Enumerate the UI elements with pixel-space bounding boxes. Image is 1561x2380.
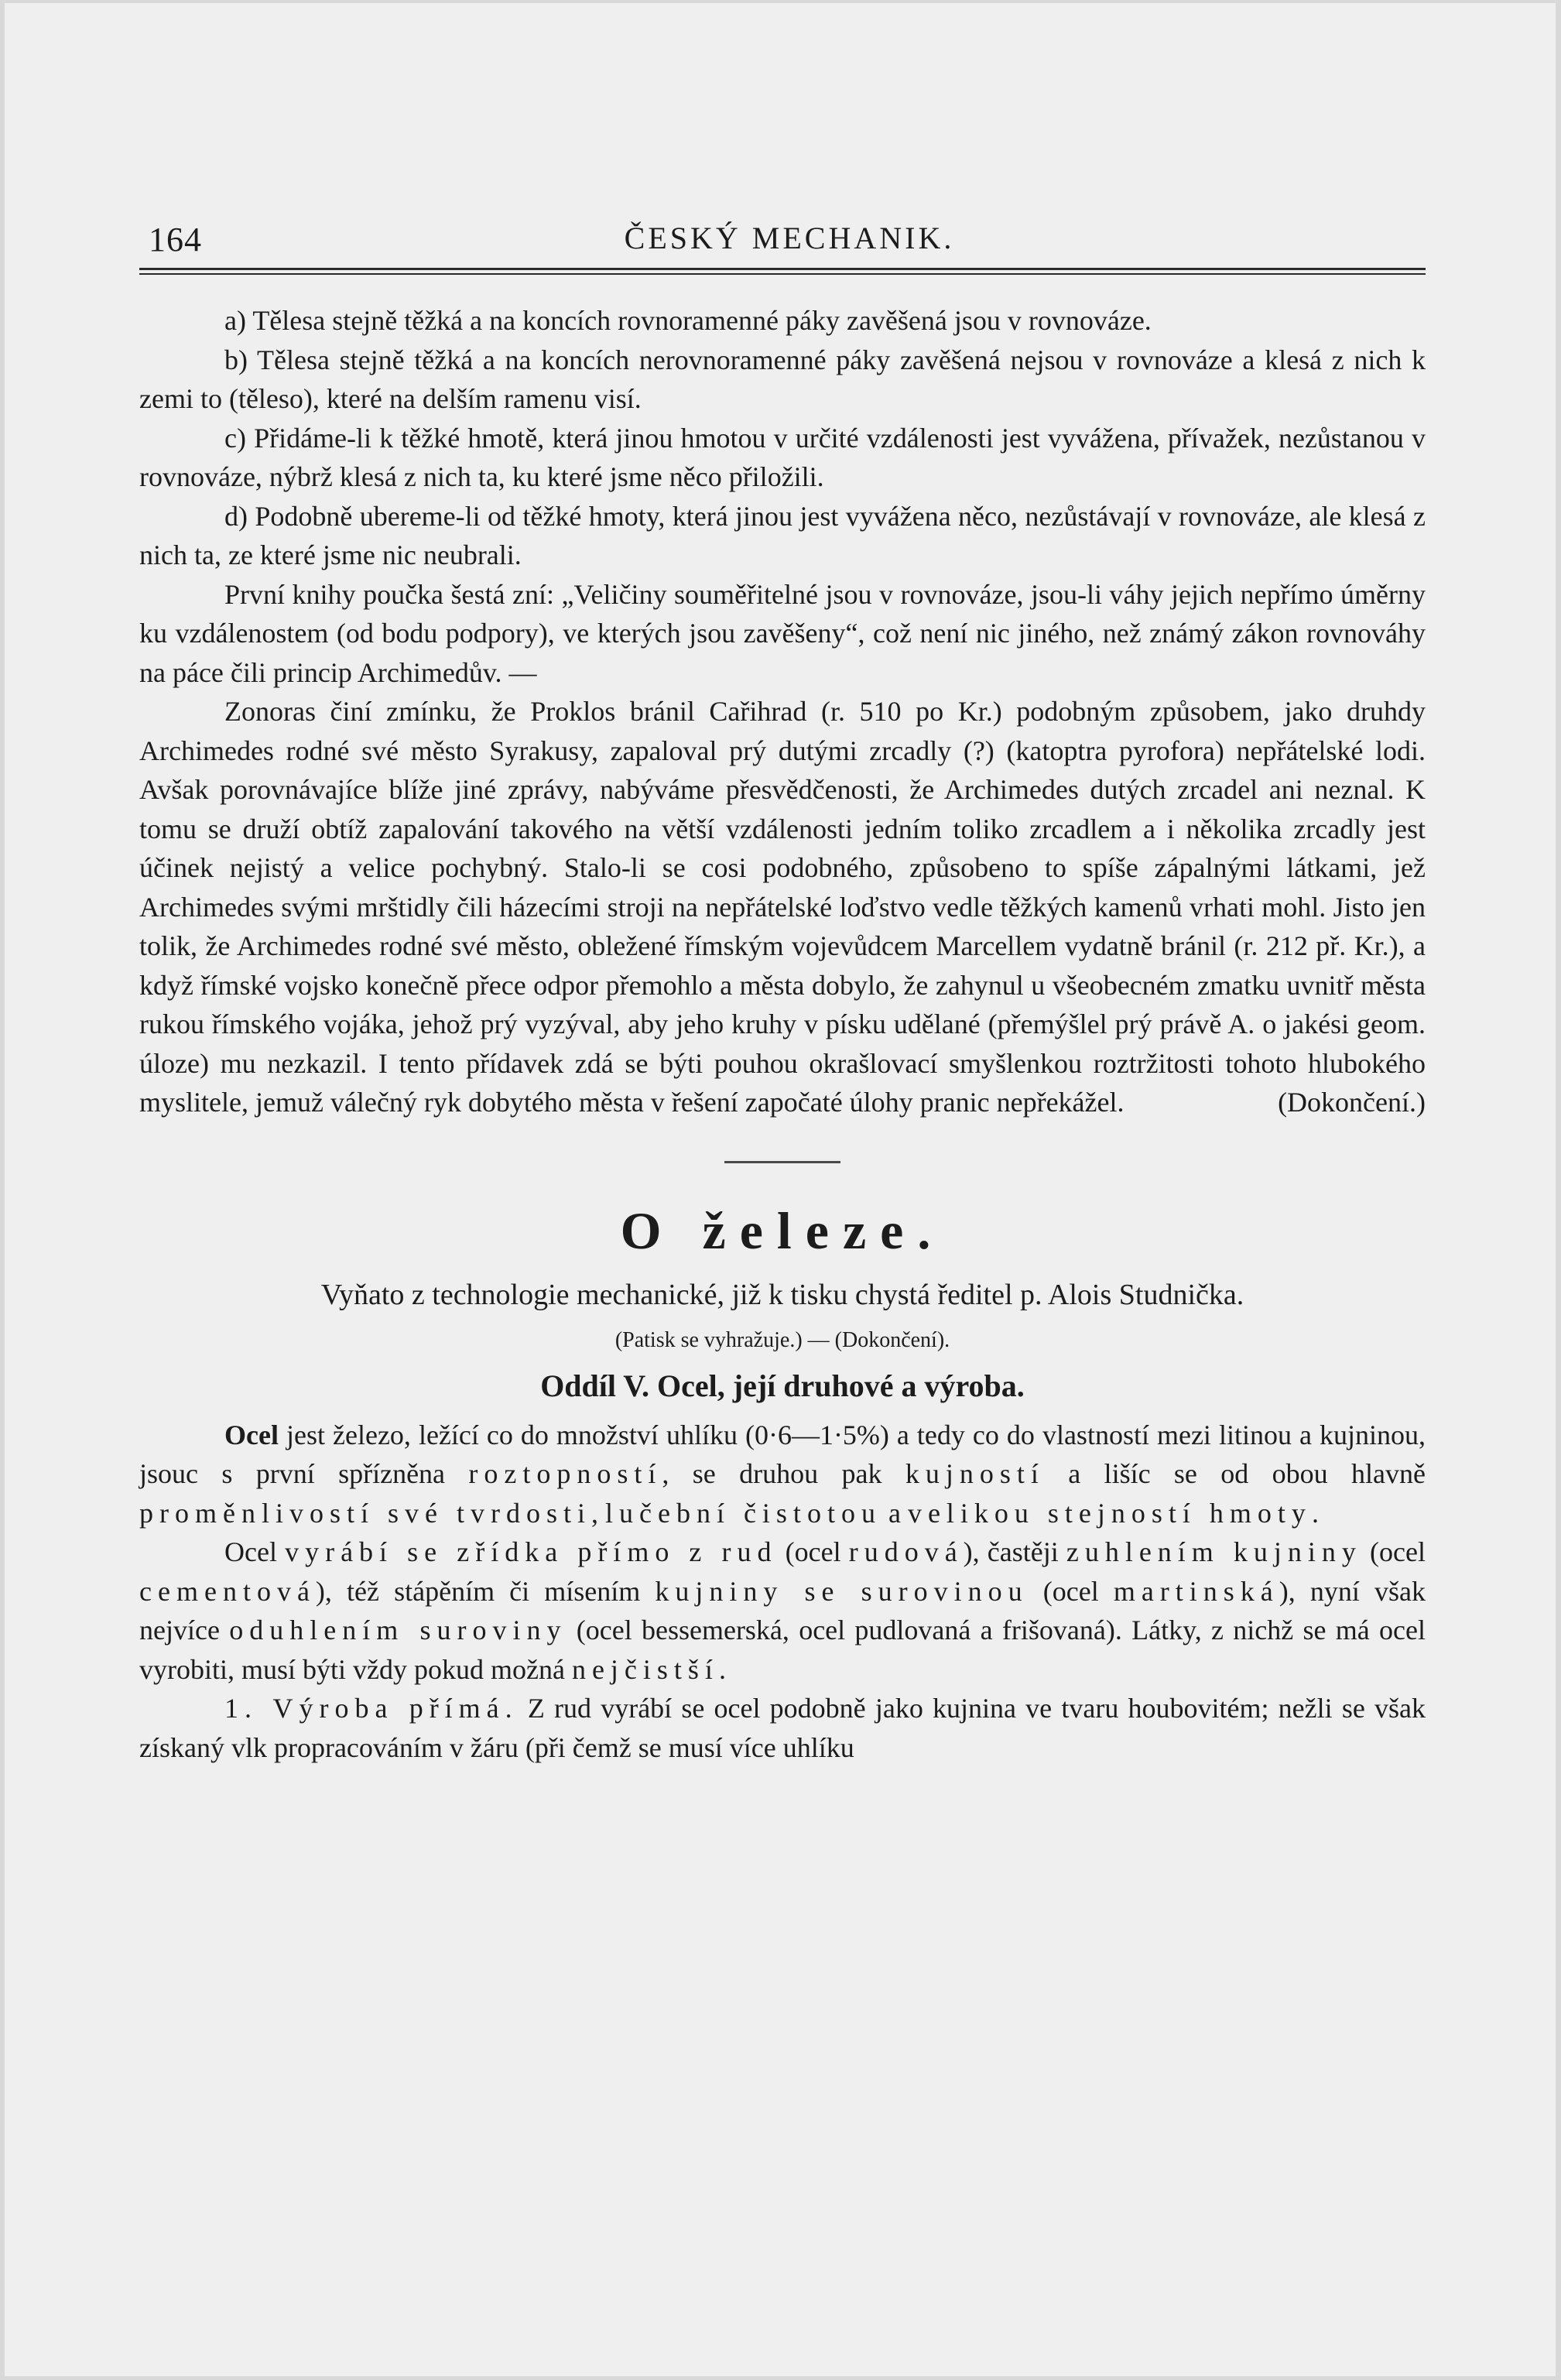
spaced-term: kujniny se surovinou [655,1575,1029,1607]
spaced-term: cementová [139,1575,316,1607]
article-title: O železe. [620,1200,945,1260]
running-head: ČESKÝ MECHANIK. [624,221,955,255]
spaced-term: vyrábí se zřídka přímo z rud [285,1536,778,1567]
spaced-term: lučební čistotou [604,1497,881,1529]
paragraph-archimedes [139,692,1426,1122]
term-ocel: Ocel [224,1419,279,1450]
header-rule-thin [139,273,1426,275]
text-span: ), nyní však nejvíce [139,1575,1426,1645]
text-span: . [718,1653,726,1685]
text-span: . [1311,1497,1319,1529]
text-span: (ocel [777,1536,849,1567]
article-subtitle: Vyňato z technologie mechanické, již k tisku chystá ředitel p. Alois Studnička. [320,1278,1244,1311]
spaced-term: zuhlením kujniny [1066,1536,1362,1567]
page-number: 164 [149,221,202,259]
spaced-term: velikou stejností hmoty [907,1497,1312,1529]
paragraph-ocel-production [139,1532,1426,1689]
paragraph-theorem: První knihy poučka šestá zní: „Veličiny souměřitelné jsou v rovnováze, jsou-li váhy jejich nepřímo úměrny ku vzdálenostem (od bodu podpory), ve kterých jsou zavěšeny“, což není nic jiného, než známý zákon rovnováhy na páce čili princip Archimedův. — [139,578,1426,688]
paragraph-archimedes-text: Zonoras činí zmínku, že Proklos bránil Cařihrad (r. 510 po Kr.) podobným způsobem, jako druhdy Archimedes rodné své město Syrakusy, zapaloval prý dutými zrcadly (?) (katoptra pyrofora) nepřátelské lodi. Avšak porovnávajíce blíže jiné zprávy, nabýváme přesvědčenosti, že Archimedes dutých zrcadel ani neznal. K tomu se druží obtíž zapalování takového na větší vzdálenosti jedním toliko zrcadlem a i několika zrcadly jest účinek nejistý a velice pochybný. Stalo-li se cosi podobného, způsobeno to spíše zápalnými látkami, jež Archimedes svými mrštidly čili házecími stroji na nepřátelské loďstvo vedle těžkých kamenů vrhati mohl. Jisto jen tolik, že Archimedes rodné své město, obležené římským vojevůdcem Marcellem vydatně bránil (r. 212 př. Kr.), a když římské vojsko konečně přece odpor přemohlo a města dobylo, že zahynul u všeobecném zmatku uvnitř města rukou římského vojáka, jehož prý vyzýval, aby jeho kruhy v písku udělané (přemýšlel prý právě A. o jakési geom. úloze) mu nezkazil. I tento přídavek zdá se býti pouhou okrašlovací smyšlenkou roztržitosti tohoto hlubokého myslitele, jemuž válečný ryk dobytého města v řešení započaté úlohy pranic nepřekážel. [139,696,1426,1118]
section-separator [724,1161,840,1163]
text-span: ), též stápěním či mísením [315,1575,656,1607]
spaced-term: proměnlivostí své tvrdosti [139,1497,591,1529]
text-span: (ocel bessemerská, ocel pudlovaná a frišovaná). Látky, z nichž se má ocel vyrobiti, musí býti vždy pokud možná [139,1615,1426,1685]
spaced-term: nejčistší [571,1653,719,1685]
text-span: jest železo, ležící co do množství uhlíku (0·6—1·5%) a tedy co do vlastností mezi litinou a kujninou, jsouc s první spřízněna [139,1419,1426,1489]
text-span: Ocel [224,1536,286,1567]
text-span: , se druhou pak [662,1458,905,1489]
paragraph-d: d) Podobně ubereme-li od těžké hmoty, která jinou jest vyvážena něco, nezůstávají v rovnováze, ale klesá z nich ta, ze které jsme nic neubrali. [139,500,1426,570]
page-header [149,214,1430,260]
paragraph-direct-production [139,1689,1426,1767]
spaced-term: 1. Výroba přímá. [224,1693,519,1724]
spaced-term: rudová [848,1536,964,1567]
reprint-note: (Patisk se vyhražuje.) — (Dokončení). [614,1327,950,1352]
paragraph-a: a) Tělesa stejně těžká a na koncích rovnoramenné páky zavěšená jsou v rovnováze. [224,305,1152,336]
text-span: ), častěji [963,1536,1066,1567]
spaced-term: oduhlením suroviny [229,1615,567,1645]
paragraph-c: c) Přidáme-li k těžké hmotě, která jinou hmotou v určité vzdálenosti jest vyvážena, přívažek, nezůstanou v rovnováze, nýbrž klesá z nich ta, ku které jsme něco přiložili. [139,422,1426,492]
page [5,3,1556,2376]
section-heading: Oddíl V. Ocel, její druhové a výroba. [540,1368,1025,1403]
text-span: , [591,1497,605,1529]
text-span: Z rud vyrábí se ocel podobně jako kujnina ve tvaru houbovitém; nežli se však získaný vlk propracováním v žáru (při čemž se musí více uhlíku [139,1693,1426,1763]
conclusion-mark: (Dokončení.) [1278,1087,1426,1118]
text-span: a [881,1497,908,1529]
paragraph-b: b) Tělesa stejně těžká a na koncích nerovnoramenné páky zavěšená nejsou v rovnováze a klesá z nich k zemi to (těleso), které na delším ramenu visí. [139,344,1426,414]
text-span: a lišíc se od obou hlavně [1044,1458,1426,1489]
text-span: (ocel [1028,1575,1114,1607]
header-rule [139,268,1426,270]
paragraph-ocel-definition [139,1416,1426,1533]
spaced-term: roztopností [468,1458,662,1489]
text-span: (ocel [1361,1536,1426,1567]
page-body [139,301,1426,1767]
spaced-term: martinská [1113,1575,1279,1607]
spaced-term: kujností [905,1458,1045,1489]
